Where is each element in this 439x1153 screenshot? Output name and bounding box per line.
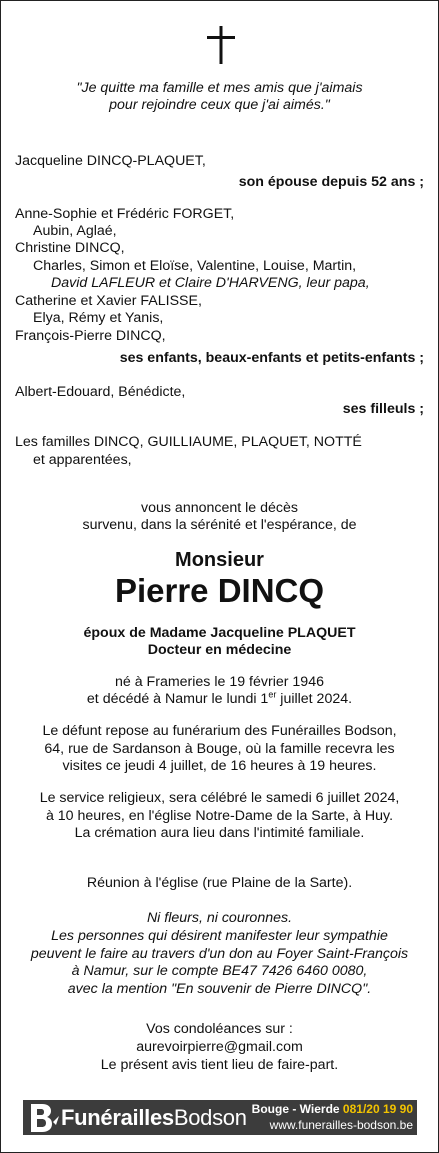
brand-part-1: Funérailles	[61, 1105, 174, 1130]
service-line: Le service religieux, sera célébré le samedi 6 juillet 2024,	[39, 790, 400, 806]
phone: 081/20 19 90	[342, 1102, 413, 1116]
quote-line-2: pour rejoindre ceux que j'ai aimés."	[109, 97, 330, 113]
meeting-line: Réunion à l'église (rue Plaine de la Sarte).	[86, 875, 353, 891]
spouse-of: époux de Madame Jacqueline PLAQUET	[83, 625, 356, 641]
family-line: Christine DINCQ,	[15, 240, 125, 256]
family-line: Charles, Simon et Eloïse, Valentine, Louise, Martin,	[33, 258, 357, 274]
family-line: François-Pierre DINCQ,	[15, 328, 166, 344]
service-line: La crémation aura lieu dans l'intimité familiale.	[74, 825, 365, 841]
flowers-line: Ni fleurs, ni couronnes.	[146, 910, 293, 926]
announce-line-1: vous annoncent le décès	[141, 500, 298, 516]
flowers-line: avec la mention "En souvenir de Pierre DINCQ".	[67, 981, 372, 997]
announce-line-2: survenu, dans la sérénité et l'espérance, de	[82, 517, 357, 533]
birth-line: né à Frameries le 19 février 1946	[115, 674, 324, 690]
quote-line-1: "Je quitte ma famille et mes amis que j'aimais	[76, 80, 363, 96]
family-line: Aubin, Aglaé,	[33, 223, 117, 239]
website: www.funerailles-bodson.be	[269, 1118, 413, 1132]
condolences-email: aurevoirpierre@gmail.com	[136, 1039, 303, 1055]
professional-title: Docteur en médecine	[147, 642, 292, 658]
condolences-line: Le présent avis tient lieu de faire-part.	[100, 1057, 339, 1073]
bodson-b-logo-icon	[27, 1102, 61, 1133]
flowers-line: Les personnes qui désirent manifester leur sympathie	[51, 928, 388, 944]
latin-cross-icon	[201, 25, 241, 65]
location: Bouge - Wierde	[251, 1102, 340, 1116]
rest-line: Le défunt repose au funérarium des Funérailles Bodson,	[42, 723, 397, 739]
death-prefix: et décédé à Namur le lundi 1	[86, 691, 269, 707]
death-sup: er	[268, 689, 277, 700]
children-role: ses enfants, beaux-enfants et petits-enfants ;	[119, 350, 424, 366]
family-line: Catherine et Xavier FALISSE,	[15, 293, 202, 309]
family-line: Anne-Sophie et Frédéric FORGET,	[15, 206, 235, 222]
godchildren-role: ses filleuls ;	[342, 401, 424, 417]
rest-line: visites ce jeudi 4 juillet, de 16 heures à 19 heures.	[62, 758, 377, 774]
death-suffix: juillet 2024.	[276, 691, 353, 707]
salutation: Monsieur	[175, 549, 264, 571]
flowers-line: à Namur, sur le compte BE47 7426 6460 0080,	[71, 963, 368, 979]
spouse-name: Jacqueline DINCQ-PLAQUET,	[15, 153, 206, 169]
families-line-1: Les familles DINCQ, GUILLIAUME, PLAQUET, NOTTÉ	[15, 434, 362, 450]
funeral-home-banner	[23, 1100, 417, 1135]
location-phone	[252, 1102, 413, 1117]
death-line	[1, 691, 438, 708]
rest-line: 64, rue de Sardanson à Bouge, où la famille recevra les	[44, 741, 395, 757]
flowers-line: peuvent le faire au travers d'un don au Foyer Saint-François	[30, 946, 409, 962]
family-line: Elya, Rémy et Yanis,	[33, 310, 164, 326]
godchildren: Albert-Edouard, Bénédicte,	[15, 384, 186, 400]
service-line: à 10 heures, en l'église Notre-Dame de la Sarte, à Huy.	[45, 808, 394, 824]
brand-part-2: Bodson	[173, 1105, 247, 1130]
brand-name	[61, 1105, 247, 1131]
families-line-2: et apparentées,	[33, 452, 132, 468]
family-line: David LAFLEUR et Claire D'HARVENG, leur papa,	[51, 275, 370, 291]
deceased-name: Pierre DINCQ	[114, 572, 325, 609]
condolences-line: Vos condoléances sur :	[146, 1021, 293, 1037]
spouse-role: son épouse depuis 52 ans ;	[238, 174, 424, 190]
